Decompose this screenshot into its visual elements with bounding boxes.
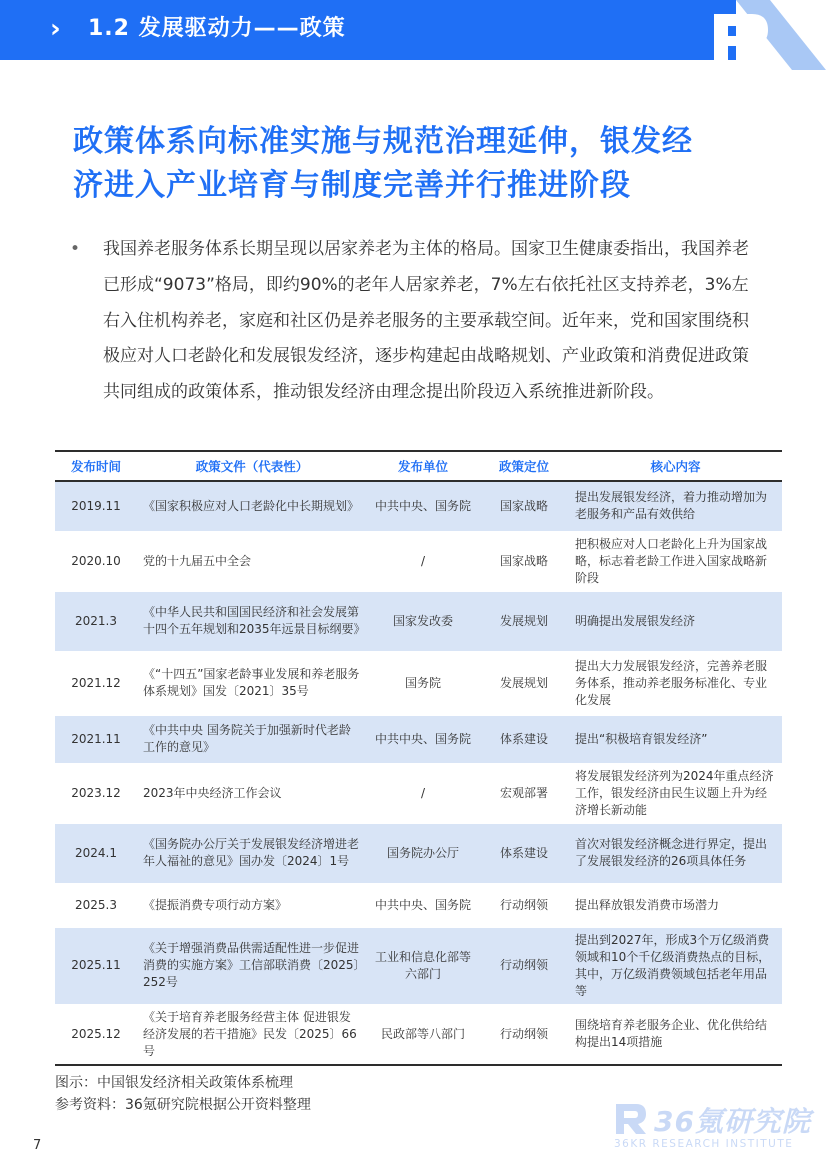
intro-paragraph: 我国养老服务体系长期呈现以居家养老为主体的格局。国家卫生健康委指出，我国养老已形成“9073”格局，即约90%的老年人居家养老，7%左右依托社区支持养老，3%左右入住机构养老，家庭和社区仍是养老服务的主要承载空间。近年来，党和国家围绕积极应对人口老龄化和发展银发经济，逐步构建起由战略规划、产业政策和消费促进政策共同组成的政策体系，推动银发经济由理念提出阶段迈入系统推进新阶段。 xyxy=(103,239,749,403)
brand-r-logo-icon xyxy=(700,0,826,70)
cell-date: 2025.3 xyxy=(55,883,137,927)
chevron-right-icon: › xyxy=(50,14,61,44)
cell-date: 2024.1 xyxy=(55,823,137,883)
cell-document: 《关于增强消费品供需适配性进一步促进消费的实施方案》工信部联消费〔2025〕252号 xyxy=(137,927,367,1004)
table-row xyxy=(55,883,782,927)
cell-content: 提出发展银发经济，着力推动增加为老服务和产品有效供给 xyxy=(569,481,782,531)
table-row xyxy=(55,591,782,651)
cell-date: 2023.12 xyxy=(55,763,137,823)
cell-document: 2023年中央经济工作会议 xyxy=(137,763,367,823)
table-row xyxy=(55,481,782,531)
cell-document: 《国务院办公厅关于发展银发经济增进老年人福祉的意见》国办发〔2024〕1号 xyxy=(137,823,367,883)
cell-position: 发展规划 xyxy=(479,651,569,715)
cell-date: 2021.11 xyxy=(55,715,137,763)
header-date: 发布时间 xyxy=(55,451,137,481)
page-number: 7 xyxy=(33,1138,42,1153)
cell-organization: 中共中央、国务院 xyxy=(367,883,479,927)
section-title: 1.2 发展驱动力——政策 xyxy=(88,16,346,41)
cell-organization: 中共中央、国务院 xyxy=(367,481,479,531)
cell-date: 2025.12 xyxy=(55,1004,137,1065)
header-core-content: 核心内容 xyxy=(569,451,782,481)
cell-document: 《关于培育养老服务经营主体 促进银发经济发展的若干措施》民发〔2025〕66号 xyxy=(137,1004,367,1065)
cell-position: 行动纲领 xyxy=(479,927,569,1004)
cell-content: 提出“积极培育银发经济” xyxy=(569,715,782,763)
table-row xyxy=(55,823,782,883)
cell-date: 2021.3 xyxy=(55,591,137,651)
cell-document: 《“十四五”国家老龄事业发展和养老服务体系规划》国发〔2021〕35号 xyxy=(137,651,367,715)
cell-date: 2021.12 xyxy=(55,651,137,715)
cell-position: 体系建设 xyxy=(479,823,569,883)
cell-document: 党的十九届五中全会 xyxy=(137,531,367,591)
page-heading xyxy=(73,120,773,208)
table-header-row xyxy=(55,451,782,481)
cell-organization: 工业和信息化部等六部门 xyxy=(367,927,479,1004)
table-row xyxy=(55,531,782,591)
cell-position: 体系建设 xyxy=(479,715,569,763)
cell-position: 宏观部署 xyxy=(479,763,569,823)
cell-document: 《中共中央 国务院关于加强新时代老龄工作的意见》 xyxy=(137,715,367,763)
header-organization: 发布单位 xyxy=(367,451,479,481)
caption-figure: 图示：中国银发经济相关政策体系梳理 xyxy=(55,1075,293,1091)
header-position: 政策定位 xyxy=(479,451,569,481)
table-row xyxy=(55,927,782,1004)
cell-content: 提出到2027年，形成3个万亿级消费领域和10个千亿级消费热点的目标，其中，万亿级消费领域包括老年用品等 xyxy=(569,927,782,1004)
cell-position: 国家战略 xyxy=(479,481,569,531)
cell-content: 提出大力发展银发经济，完善养老服务体系，推动养老服务标准化、专业化发展 xyxy=(569,651,782,715)
cell-organization: / xyxy=(367,531,479,591)
cell-position: 行动纲领 xyxy=(479,1004,569,1065)
cell-date: 2019.11 xyxy=(55,481,137,531)
table-row xyxy=(55,1004,782,1065)
cell-organization: / xyxy=(367,763,479,823)
cell-organization: 国务院办公厅 xyxy=(367,823,479,883)
cell-date: 2020.10 xyxy=(55,531,137,591)
heading-line-2: 济进入产业培育与制度完善并行推进阶段 xyxy=(73,168,631,203)
bullet-icon: • xyxy=(70,239,81,259)
cell-organization: 国务院 xyxy=(367,651,479,715)
cell-content: 将发展银发经济列为2024年重点经济工作，银发经济由民生议题上升为经济增长新动能 xyxy=(569,763,782,823)
caption-source: 参考资料：36氪研究院根据公开资料整理 xyxy=(55,1097,311,1113)
cell-document: 《提振消费专项行动方案》 xyxy=(137,883,367,927)
cell-content: 明确提出发展银发经济 xyxy=(569,591,782,651)
cell-organization: 中共中央、国务院 xyxy=(367,715,479,763)
cell-organization: 民政部等八部门 xyxy=(367,1004,479,1065)
heading-line-1: 政策体系向标准实施与规范治理延伸，银发经 xyxy=(73,124,693,159)
cell-content: 首次对银发经济概念进行界定，提出了发展银发经济的26项具体任务 xyxy=(569,823,782,883)
footer-watermark-logo xyxy=(614,1100,814,1160)
cell-date: 2025.11 xyxy=(55,927,137,1004)
cell-position: 发展规划 xyxy=(479,591,569,651)
cell-document: 《国家积极应对人口老龄化中长期规划》 xyxy=(137,481,367,531)
r-mark-icon xyxy=(614,1102,648,1136)
cell-content: 围绕培育养老服务企业、优化供给结构提出14项措施 xyxy=(569,1004,782,1065)
cell-organization: 国家发改委 xyxy=(367,591,479,651)
figure-caption xyxy=(55,1072,311,1116)
table-row xyxy=(55,715,782,763)
table-row xyxy=(55,763,782,823)
cell-position: 国家战略 xyxy=(479,531,569,591)
cell-content: 提出释放银发消费市场潜力 xyxy=(569,883,782,927)
logo-english-text: 36KR RESEARCH INSTITUTE xyxy=(614,1138,794,1150)
header-document: 政策文件（代表性） xyxy=(137,451,367,481)
cell-document: 《中华人民共和国国民经济和社会发展第十四个五年规划和2035年远景目标纲要》 xyxy=(137,591,367,651)
policy-table xyxy=(55,450,782,1066)
cell-content: 把积极应对人口老龄化上升为国家战略，标志着老龄工作进入国家战略新阶段 xyxy=(569,531,782,591)
cell-position: 行动纲领 xyxy=(479,883,569,927)
logo-chinese-text: 36氪研究院 xyxy=(654,1105,811,1138)
table-row xyxy=(55,651,782,715)
